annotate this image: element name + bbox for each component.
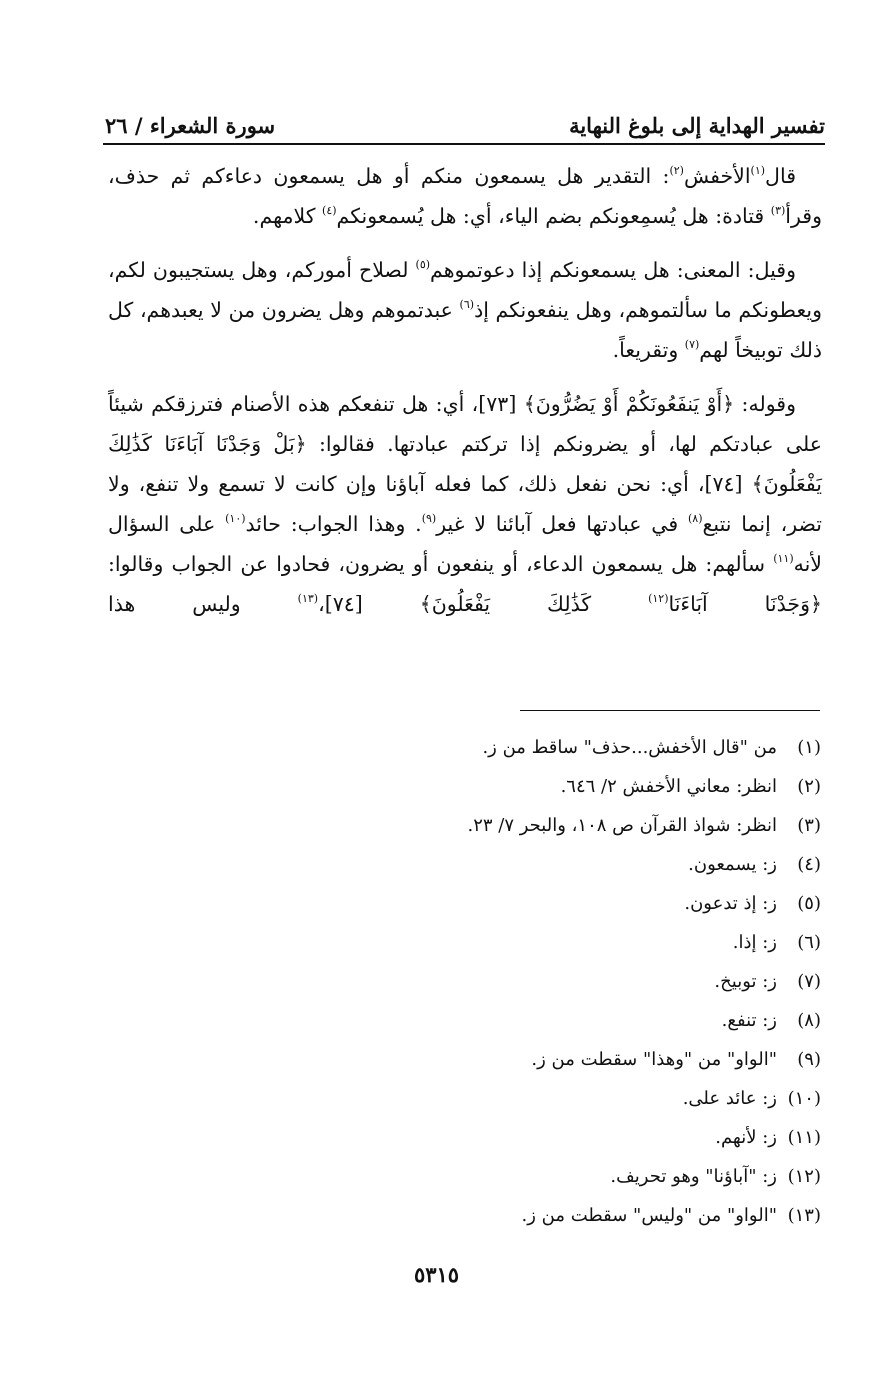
footnote-text: "الواو" من "وهذا" سقطت من ز. bbox=[531, 1049, 777, 1070]
footnote-ref: (٨) bbox=[687, 512, 703, 525]
text-run: في عبادتها فعل آبائنا لا غير bbox=[436, 512, 688, 536]
footnote-item bbox=[401, 962, 821, 1001]
footnote-item bbox=[401, 1079, 821, 1118]
text-run: وقيل: المعنى: هل يسمعونكم إذا دعوتموهم bbox=[430, 258, 796, 282]
header-rule bbox=[103, 143, 825, 145]
text-run: لصلاح أموركم، وهل يستجيبون لكم، ويعطونكم ما سألتموهم، وهل ينفعونكم إذ bbox=[108, 258, 822, 322]
text-run: . وهذا الجواب: حائد bbox=[245, 512, 422, 536]
footnote-item bbox=[401, 1118, 821, 1157]
text-run: قتادة: هل يُسمِعونكم بضم الياء، أي: هل يُسمعونكم bbox=[336, 204, 771, 228]
text-run: الأخفش bbox=[683, 164, 751, 188]
footnote-text: ز: يسمعون. bbox=[688, 854, 777, 875]
footnote-number: (٤) bbox=[797, 854, 821, 875]
footnote-ref: (٢) bbox=[669, 164, 684, 177]
footnote-ref: (٤) bbox=[322, 204, 337, 217]
footnote-number: (٣) bbox=[797, 815, 821, 836]
footnote-ref: (٣) bbox=[770, 204, 786, 217]
footnote-number: (٨) bbox=[797, 1010, 821, 1031]
text-run: سألهم: هل يسمعون الدعاء، أو ينفعون أو يضرون، فحادوا عن الجواب وقالوا: ﴿وَجَدْنَا آبَاءَنَا bbox=[108, 552, 822, 616]
footnotes-list bbox=[401, 728, 821, 1235]
footnote-text: ز: لأنهم. bbox=[715, 1127, 777, 1148]
footnote-ref: (٧) bbox=[684, 338, 700, 351]
footnote-item bbox=[401, 767, 821, 806]
footnote-item bbox=[401, 1001, 821, 1040]
footnote-text: ز: إذا. bbox=[732, 932, 777, 953]
footnote-text: انظر: شواذ القرآن ص ١٠٨، والبحر ٧/ ٢٣. bbox=[467, 815, 777, 836]
footnote-number: (٧) bbox=[797, 971, 821, 992]
footnote-text: ز: إذ تدعون. bbox=[684, 893, 777, 914]
text-run: وتقريعاً. bbox=[612, 338, 685, 362]
footnote-number: (٥) bbox=[797, 893, 821, 914]
footnote-ref: (١٣) bbox=[297, 592, 319, 605]
footnote-number: (١) bbox=[797, 737, 821, 758]
footnotes-separator bbox=[520, 710, 820, 711]
paragraph-2 bbox=[108, 250, 822, 370]
text-run: كَذَٰلِكَ يَفْعَلُونَ﴾ [٧٤]، bbox=[318, 592, 649, 616]
book-title: تفسير الهداية إلى بلوغ النهاية bbox=[569, 113, 825, 138]
text-run: قال bbox=[765, 164, 796, 188]
footnote-ref: (٩) bbox=[421, 512, 437, 525]
paragraph-3 bbox=[108, 384, 822, 624]
running-header bbox=[105, 98, 825, 138]
main-text bbox=[108, 156, 822, 638]
paragraph-1 bbox=[108, 156, 822, 236]
footnote-text: ز: توبيخ. bbox=[714, 971, 777, 992]
footnote-item bbox=[401, 728, 821, 767]
footnote-number: (١٢) bbox=[787, 1166, 821, 1187]
footnote-number: (٩) bbox=[797, 1049, 821, 1070]
text-run: على السؤال لأنه bbox=[108, 512, 822, 576]
footnote-number: (١١) bbox=[787, 1127, 821, 1148]
footnote-item bbox=[401, 1040, 821, 1079]
text-run: عبدتموهم وهل يضرون من لا يعبدهم، كل ذلك توبيخاً لهم bbox=[108, 298, 822, 362]
footnote-text: ز: عائد على. bbox=[682, 1088, 777, 1109]
footnote-number: (٢) bbox=[797, 776, 821, 797]
footnote-ref: (٦) bbox=[459, 298, 475, 311]
surah-page-label: سورة الشعراء / ٢٦ bbox=[105, 113, 276, 138]
footnote-number: (٦) bbox=[797, 932, 821, 953]
footnote-ref: (١٢) bbox=[648, 592, 669, 605]
footnote-number: (١٠) bbox=[787, 1088, 821, 1109]
text-run: كلامهم. bbox=[252, 204, 323, 228]
footnote-item bbox=[401, 845, 821, 884]
footnote-text: ز: "آباؤنا" وهو تحريف. bbox=[610, 1166, 777, 1187]
text-run: وقوله: ﴿أَوْ يَنفَعُونَكُمْ أَوْ يَضُرُّونَ﴾ [٧٣]، أي: هل تنفعكم هذه الأصنام فترزقكم شيئاً على عبادتكم لها، أو يضرونكم إذا تركتم عبادتها. فقالوا: ﴿بَلْ وَجَدْنَا آبَاءَنَا كَذَٰلِكَ يَفْعَلُونَ﴾ [٧٤]، أي: نحن نفعل ذلك، كما فعله آباؤنا وإن كانت لا تسمع ولا تنفع، ولا تضر، إنما نتبع bbox=[108, 392, 822, 536]
footnote-text: من "قال الأخفش...حذف" ساقط من ز. bbox=[482, 737, 777, 758]
footnote-item bbox=[401, 806, 821, 845]
text-run: : التقدير هل يسمعون منكم أو هل يسمعون دعاءكم ثم حذف، وقرأ bbox=[108, 164, 822, 228]
page-number: ٥٣١٥ bbox=[413, 1262, 460, 1287]
footnote-ref: (١٠) bbox=[225, 512, 246, 525]
footnote-number: (١٣) bbox=[787, 1205, 821, 1226]
footnote-ref: (١١) bbox=[773, 552, 794, 565]
footnote-item bbox=[401, 1157, 821, 1196]
footnote-text: ز: تنفع. bbox=[721, 1010, 777, 1031]
footnote-ref: (١) bbox=[750, 164, 766, 177]
footnote-text: انظر: معاني الأخفش ٢/ ٦٤٦. bbox=[560, 776, 777, 797]
footnote-item bbox=[401, 884, 821, 923]
text-run: وليس هذا bbox=[108, 592, 298, 616]
footnote-ref: (٥) bbox=[415, 258, 431, 271]
footnote-text: "الواو" من "وليس" سقطت من ز. bbox=[521, 1205, 777, 1226]
footnote-item bbox=[401, 923, 821, 962]
footnote-item bbox=[401, 1196, 821, 1235]
